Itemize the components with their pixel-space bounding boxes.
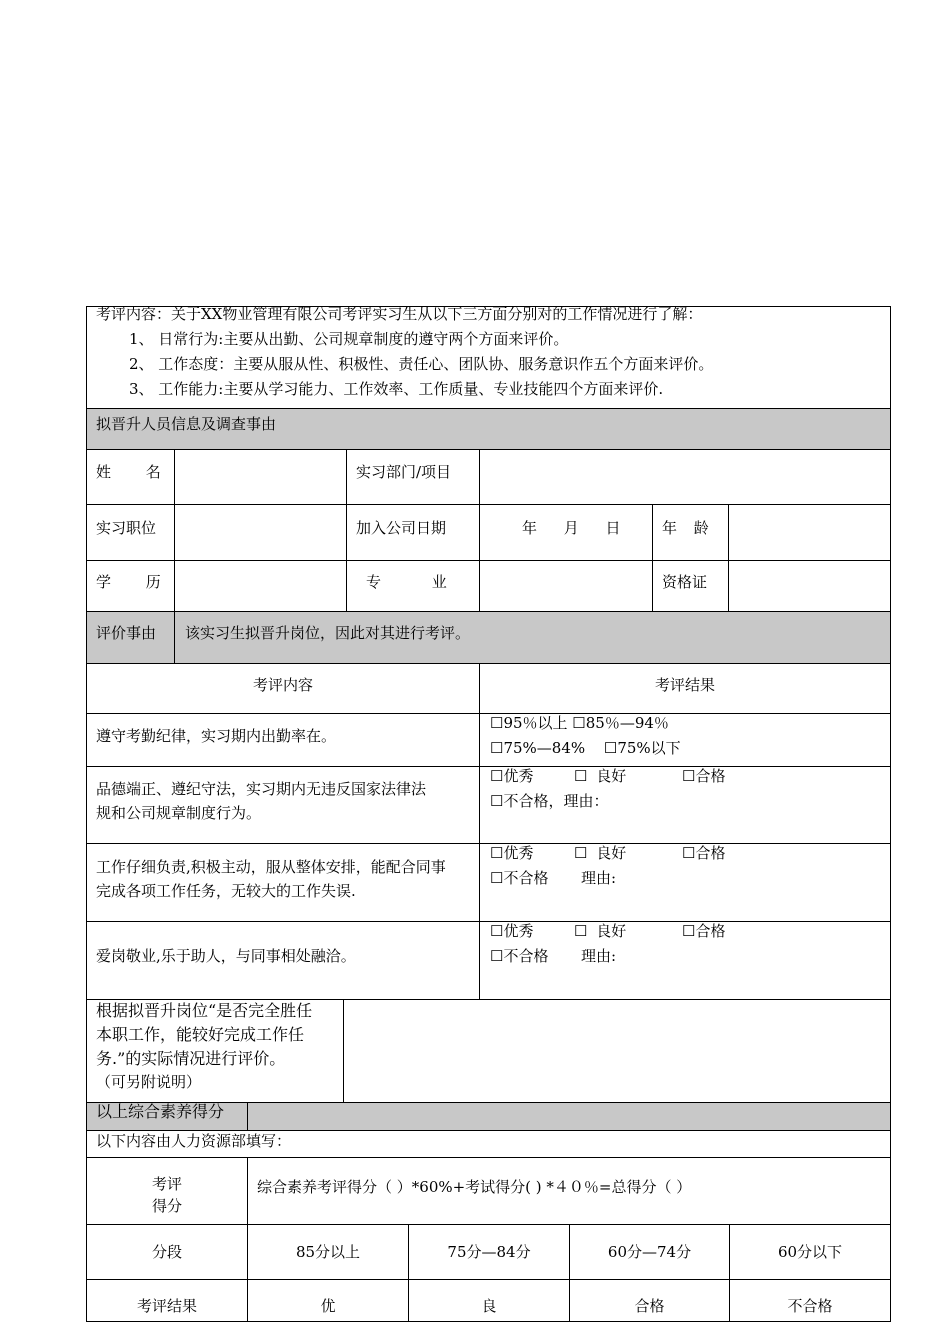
row-divider xyxy=(86,843,891,844)
attendance-options[interactable]: ☐75%—84% ☐75%以下 xyxy=(490,739,681,757)
age-field[interactable] xyxy=(729,505,890,560)
option-good[interactable]: ☐ 良好 xyxy=(574,767,627,785)
score-label: 得分 xyxy=(151,1197,182,1215)
eval-content: 工作仔细负责,积极主动，服从整体安排，能配合同事 xyxy=(96,858,446,876)
education-label: 学 历 xyxy=(96,573,161,591)
segment-cell: 85分以上 xyxy=(295,1243,361,1261)
join-date-label: 加入公司日期 xyxy=(356,519,447,537)
option-fail[interactable]: ☐不合格 xyxy=(490,947,549,965)
option-fail[interactable]: ☐不合格，理由： xyxy=(490,792,609,810)
score-label: 考评 xyxy=(151,1175,182,1193)
option-good[interactable]: ☐ 良好 xyxy=(574,922,627,940)
score-formula: 综合素养考评得分（ ）*60%+考试得分( ) *４０％=总得分（ ） xyxy=(257,1178,692,1196)
overall-label: 根据拟晋升岗位“是否完全胜任 xyxy=(96,1001,313,1020)
option-excellent[interactable]: ☐优秀 xyxy=(490,844,534,862)
col-divider xyxy=(479,663,480,999)
certificate-label: 资格证 xyxy=(662,573,708,591)
name-field[interactable] xyxy=(175,450,346,504)
reason-value: 该实习生拟晋升岗位，因此对其进行考评。 xyxy=(185,624,471,642)
intro-title: 考评内容：关于XX物业管理有限公司考评实习生从以下三方面分别对的工作情况进行了解： xyxy=(96,305,703,323)
option-excellent[interactable]: ☐优秀 xyxy=(490,767,534,785)
quality-score-field[interactable] xyxy=(248,1103,890,1130)
intro-item: 3、 工作能力:主要从学习能力、工作效率、工作质量、专业技能四个方面来评价. xyxy=(129,380,664,398)
row-divider xyxy=(86,663,891,664)
eval-content: 完成各项工作任务，无较大的工作失误. xyxy=(96,882,356,900)
overall-evaluation-field[interactable] xyxy=(344,1000,890,1102)
result-header: 考评结果 xyxy=(654,676,715,694)
overall-label: 本职工作，能较好完成工作任 xyxy=(96,1025,305,1044)
content-header: 考评内容 xyxy=(252,676,313,694)
reason-text: 理由: xyxy=(581,869,617,887)
row-divider xyxy=(86,1224,891,1225)
position-label: 实习职位 xyxy=(96,519,157,537)
option-excellent[interactable]: ☐优秀 xyxy=(490,922,534,940)
result-cell[interactable]: 不合格 xyxy=(787,1297,833,1315)
education-field[interactable] xyxy=(175,561,346,611)
eval-content: 爱岗敬业,乐于助人，与同事相处融洽。 xyxy=(96,947,356,965)
intro-item: 2、 工作态度：主要从服从性、积极性、责任心、团队协、服务意识作五个方面来评价。 xyxy=(129,355,714,373)
result-cell[interactable]: 良 xyxy=(481,1297,497,1315)
result-label: 考评结果 xyxy=(136,1297,197,1315)
position-field[interactable] xyxy=(175,505,346,560)
quality-score-label: 以上综合素养得分 xyxy=(96,1102,225,1121)
overall-label: 务.”的实际情况进行评价。 xyxy=(96,1049,286,1068)
col-divider xyxy=(652,504,653,611)
eval-content: 遵守考勤纪律，实习期内出勤率在。 xyxy=(96,727,337,745)
option-good[interactable]: ☐ 良好 xyxy=(574,844,627,862)
segment-cell: 60分—74分 xyxy=(607,1243,692,1261)
join-date-field[interactable]: 年 月 日 xyxy=(522,519,621,537)
segment-cell: 75分—84分 xyxy=(447,1243,531,1261)
eval-content: 规和公司规章制度行为。 xyxy=(96,804,262,822)
intro-item: 1、 日常行为:主要从出勤、公司规章制度的遵守两个方面来评价。 xyxy=(129,330,569,348)
row-divider xyxy=(86,1279,891,1280)
dept-field[interactable] xyxy=(480,450,890,504)
result-cell[interactable]: 合格 xyxy=(634,1297,665,1315)
option-pass[interactable]: ☐合格 xyxy=(682,767,726,785)
row-divider xyxy=(86,408,891,409)
option-pass[interactable]: ☐合格 xyxy=(682,922,726,940)
name-label: 姓 名 xyxy=(96,463,161,481)
result-cell[interactable]: 优 xyxy=(320,1297,336,1315)
segment-cell: 60分以下 xyxy=(777,1243,843,1261)
col-divider xyxy=(346,449,347,611)
major-field[interactable] xyxy=(480,561,652,611)
info-section-header: 拟晋升人员信息及调查事由 xyxy=(96,415,277,433)
reason-text: 理由: xyxy=(581,947,617,965)
option-fail[interactable]: ☐不合格 xyxy=(490,869,549,887)
row-divider xyxy=(86,713,891,714)
eval-content: 品德端正、遵纪守法，实习期内无违反国家法律法 xyxy=(96,780,427,798)
row-divider xyxy=(86,766,891,767)
row-divider xyxy=(86,1157,891,1158)
reason-label: 评价事由 xyxy=(96,624,157,642)
age-label: 年 龄 xyxy=(662,519,709,537)
dept-label: 实习部门/项目 xyxy=(356,463,452,481)
attendance-options[interactable]: ☐95％以上 ☐85％—94％ xyxy=(490,714,669,732)
overall-note: （可另附说明） xyxy=(96,1073,202,1091)
hr-note: 以下内容由人力资源部填写： xyxy=(96,1132,292,1150)
row-divider xyxy=(86,611,891,612)
certificate-field[interactable] xyxy=(729,561,890,611)
row-divider xyxy=(86,921,891,922)
option-pass[interactable]: ☐合格 xyxy=(682,844,726,862)
segment-label: 分段 xyxy=(151,1243,182,1261)
major-label: 专 业 xyxy=(366,573,447,591)
